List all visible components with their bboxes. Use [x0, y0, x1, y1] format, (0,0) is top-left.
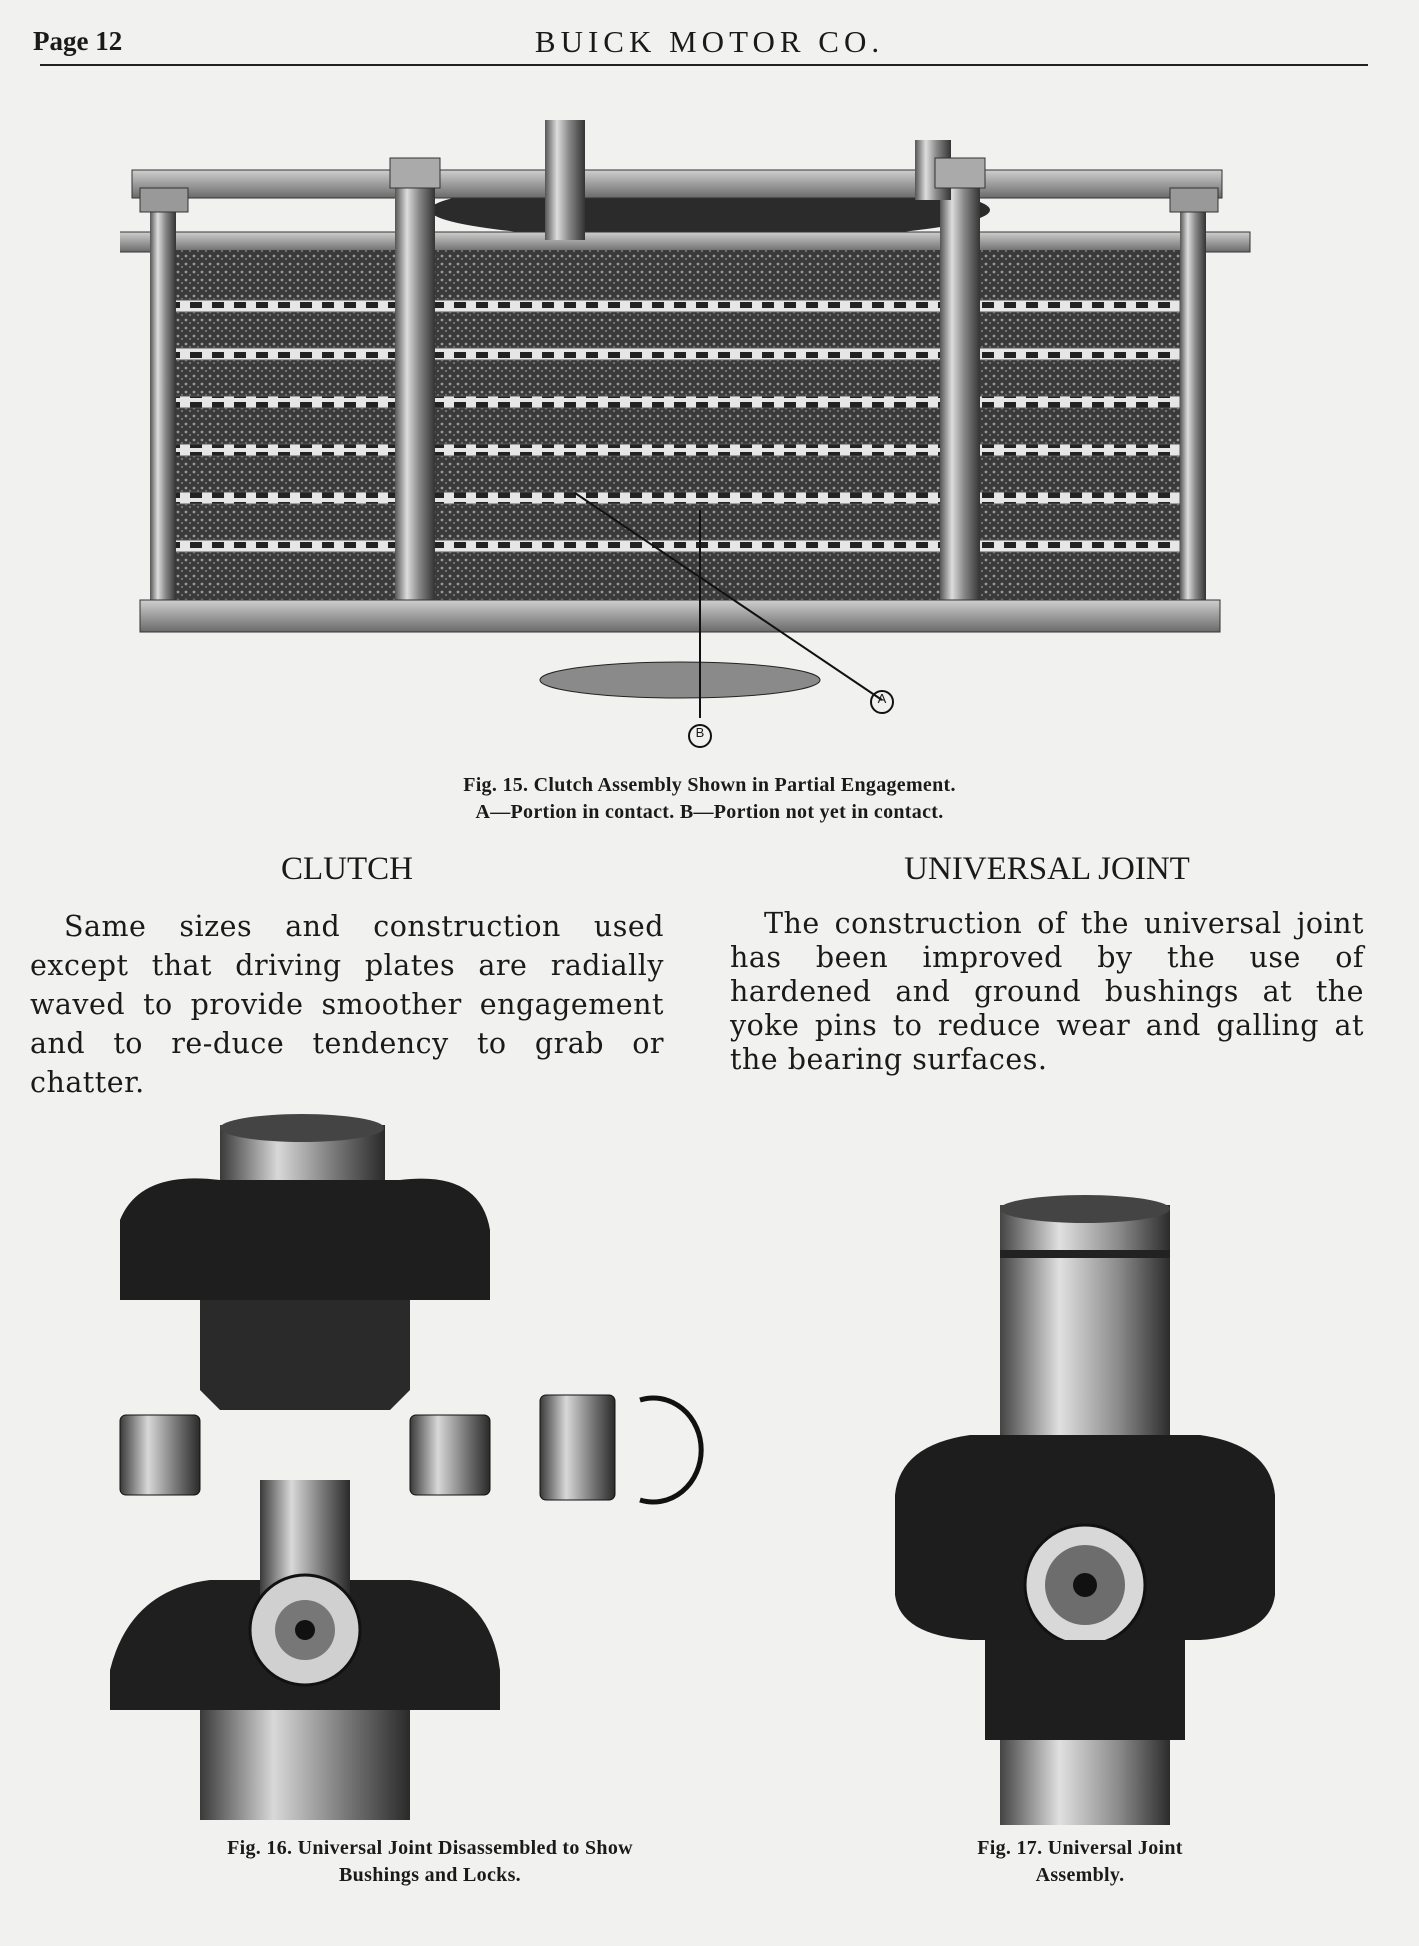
callout-a: A [877, 691, 887, 706]
clutch-assembly-figure [120, 110, 1300, 760]
universal-joint-assembly-figure [880, 1195, 1280, 1835]
page-number: Page 12 [33, 26, 123, 56]
running-head: BUICK MOTOR CO. [534, 24, 885, 59]
universal-joint-body: The construction of the universal joint has been improved by the use of hardened and ground bushings at the yoke pins to reduce wear and galling at the bearing surfaces. [730, 907, 1364, 1076]
fig15-caption-line1: Fig. 15. Clutch Assembly Shown in Partial Engagement. [463, 774, 956, 796]
header-rule [40, 64, 1368, 66]
universal-joint-disassembled-illustration [110, 1110, 750, 1830]
fig15-caption-line2: A—Portion in contact. B—Portion not yet in contact. [475, 801, 944, 823]
universal-joint-disassembled-figure [110, 1110, 750, 1830]
fig17-caption-line1: Fig. 17. Universal Joint [977, 1837, 1183, 1859]
fig16-caption [130, 1835, 730, 1889]
clutch-body: Same sizes and construction used except that driving plates are radially waved to provide smoother engagement and to re-duce tendency to grab or chatter. [30, 910, 664, 1099]
universal-joint-title: UNIVERSAL JOINT [904, 851, 1190, 887]
universal-joint-assembly-illustration [880, 1195, 1280, 1835]
callout-b: B [695, 725, 705, 740]
clutch-title: CLUTCH [281, 851, 413, 887]
fig16-caption-line1: Fig. 16. Universal Joint Disassembled to Show [227, 1837, 633, 1859]
fig16-caption-line2: Bushings and Locks. [339, 1864, 521, 1886]
fig15-caption [200, 772, 1219, 826]
clutch-assembly-illustration [120, 110, 1300, 760]
fig17-caption [880, 1835, 1280, 1889]
fig17-caption-line2: Assembly. [1035, 1864, 1125, 1886]
